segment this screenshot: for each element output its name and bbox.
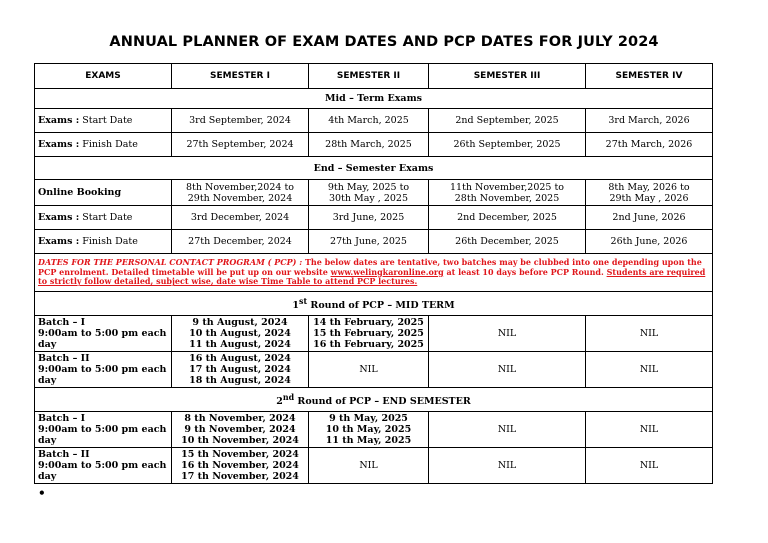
end-finish-row [35,230,713,254]
date-cell: NIL [429,352,586,388]
date-cell: 2nd June, 2026 [586,206,713,230]
date-cell: 14 th February, 2025 15 th February, 2025 16 th February, 2025 [309,316,429,352]
date-cell: 26th June, 2026 [586,230,713,254]
pcp-note-row [35,254,713,292]
section-mid-term [35,89,713,109]
date-cell: 3rd September, 2024 [172,109,309,133]
date-cell: 3rd December, 2024 [172,206,309,230]
section-round-2 [35,388,713,412]
batch-label: Batch – II 9:00am to 5:00 pm each day [35,448,172,484]
date-cell: 27th June, 2025 [309,230,429,254]
bullet-point: • [38,486,46,500]
date-cell: 28th March, 2025 [309,133,429,157]
page-title: ANNUAL PLANNER OF EXAM DATES AND PCP DATES FOR JULY 2024 [109,34,659,50]
date-cell: NIL [429,412,586,448]
date-cell: 2nd September, 2025 [429,109,586,133]
date-cell: 27th December, 2024 [172,230,309,254]
date-cell: NIL [586,352,713,388]
date-cell: 11th November,2025 to 28th November, 2025 [429,180,586,206]
row-label: Exams : Start Date [35,109,172,133]
section-heading: Mid – Term Exams [35,89,713,109]
mid-start-row [35,109,713,133]
end-start-row [35,206,713,230]
round1-batch1-row [35,316,713,352]
date-cell: NIL [309,448,429,484]
date-cell: NIL [586,412,713,448]
round2-batch1-row [35,412,713,448]
date-cell: 27th March, 2026 [586,133,713,157]
section-heading: 1st Round of PCP – MID TERM [35,292,713,316]
round1-batch2-row [35,352,713,388]
batch-label: Batch – I 9:00am to 5:00 pm each day [35,412,172,448]
date-cell: 2nd December, 2025 [429,206,586,230]
header-semester-3: SEMESTER III [429,64,586,89]
date-cell: 26th December, 2025 [429,230,586,254]
date-cell: 9 th August, 2024 10 th August, 2024 11 th August, 2024 [172,316,309,352]
online-booking-row [35,180,713,206]
date-cell: 4th March, 2025 [309,109,429,133]
date-cell: 8 th November, 2024 9 th November, 2024 10 th November, 2024 [172,412,309,448]
header-exams: EXAMS [35,64,172,89]
section-heading: 2nd Round of PCP – END SEMESTER [35,388,713,412]
date-cell: 27th September, 2024 [172,133,309,157]
row-label: Exams : Start Date [35,206,172,230]
header-semester-2: SEMESTER II [309,64,429,89]
date-cell: 16 th August, 2024 17 th August, 2024 18 th August, 2024 [172,352,309,388]
website-link[interactable]: www.welingkaronline.org [330,266,444,277]
section-heading: End – Semester Exams [35,157,713,180]
header-semester-1: SEMESTER I [172,64,309,89]
mid-finish-row [35,133,713,157]
batch-label: Batch – II 9:00am to 5:00 pm each day [35,352,172,388]
batch-label: Batch – I 9:00am to 5:00 pm each day [35,316,172,352]
date-cell: NIL [429,316,586,352]
date-cell: 26th September, 2025 [429,133,586,157]
header-row [35,64,713,89]
date-cell: 8th November,2024 to 29th November, 2024 [172,180,309,206]
planner-table [34,63,713,484]
date-cell: 3rd June, 2025 [309,206,429,230]
date-cell: 9 th May, 2025 10 th May, 2025 11 th May, 2025 [309,412,429,448]
row-label: Exams : Finish Date [35,230,172,254]
round2-batch2-row [35,448,713,484]
section-end-semester [35,157,713,180]
date-cell: NIL [429,448,586,484]
date-cell: NIL [309,352,429,388]
date-cell: NIL [586,448,713,484]
date-cell: NIL [586,316,713,352]
row-label: Exams : Finish Date [35,133,172,157]
date-cell: 9th May, 2025 to 30th May , 2025 [309,180,429,206]
date-cell: 15 th November, 2024 16 th November, 2024 17 th November, 2024 [172,448,309,484]
date-cell: 8th May, 2026 to 29th May , 2026 [586,180,713,206]
section-round-1 [35,292,713,316]
date-cell: 3rd March, 2026 [586,109,713,133]
row-label: Online Booking [35,180,172,206]
pcp-note: DATES FOR THE PERSONAL CONTACT PROGRAM ( PCP) : The below dates are tentative, two batches may be clubbed into one depending upon the PCP enrolment. Detailed timetable will be put up on our website www.welingkaronline.org at least 10 days before PCP Round. Students are required to strictly follow detailed, subject wise, date wise Time Table to attend PCP lectures. [35,254,713,292]
header-semester-4: SEMESTER IV [586,64,713,89]
